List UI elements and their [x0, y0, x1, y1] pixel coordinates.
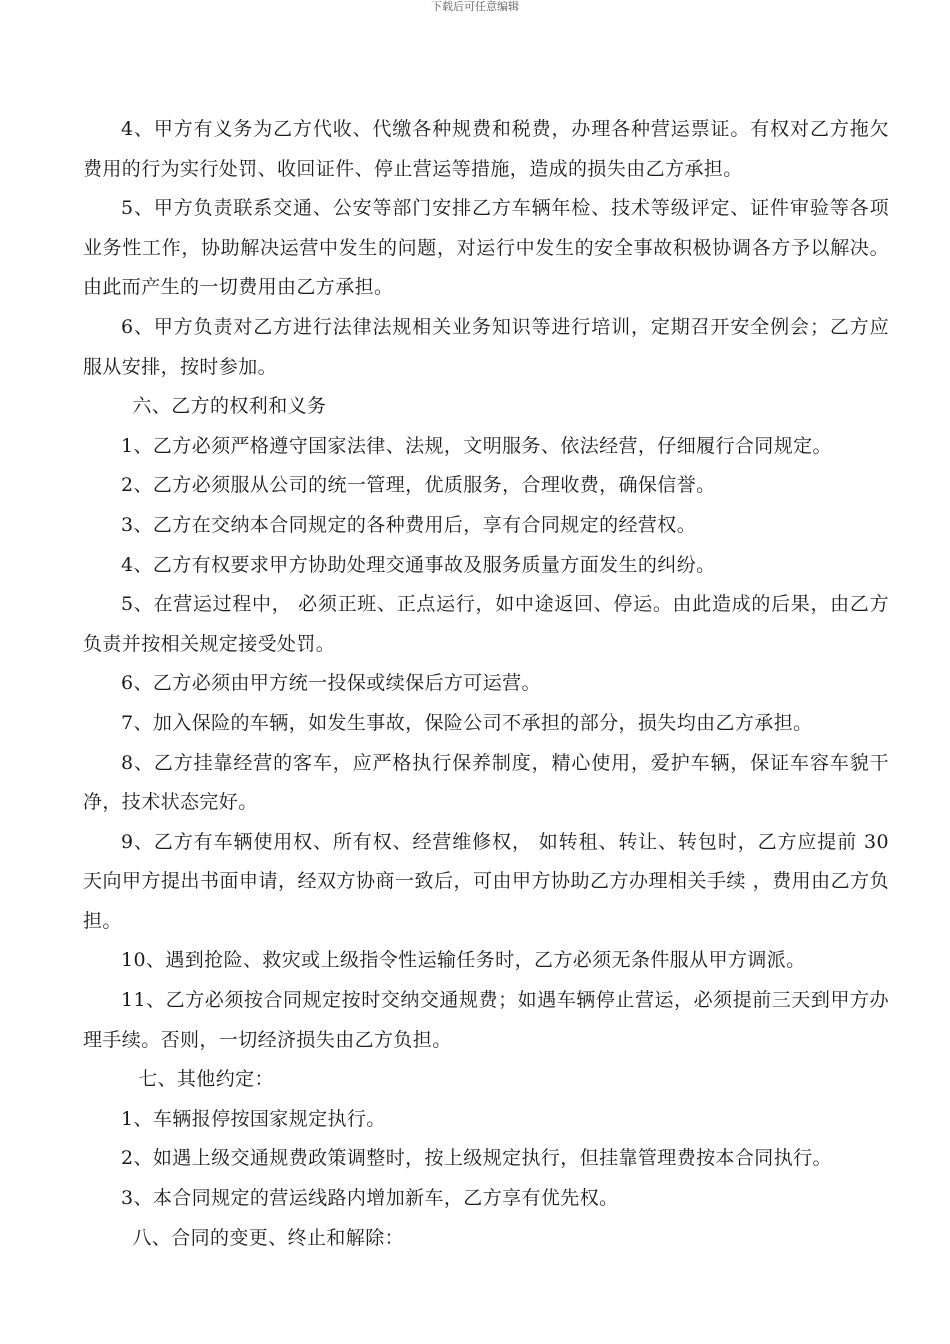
- document-body: [83, 110, 889, 1258]
- section-heading-8: 八、合同的变更、终止和解除：: [132, 1226, 404, 1249]
- clause-b5: 5、在营运过程中， 必须正班、正点运行，如中途返回、停运。由此造成的后果，由乙方负责并按相关规定接受处罚。: [83, 593, 889, 655]
- clause-c2: 2、如遇上级交通规费政策调整时，按上级规定执行，但挂靠管理费按本合同执行。: [121, 1147, 832, 1170]
- page-header-note: 下载后可任意编辑: [431, 0, 519, 13]
- clause-b7: 7、加入保险的车辆，如发生事故，保险公司不承担的部分，损失均由乙方承担。: [121, 711, 813, 734]
- clause-b10: 10、遇到抢险、救灾或上级指令性运输任务时，乙方必须无条件服从甲方调派。: [121, 949, 806, 972]
- clause-a6: 6、甲方负责对乙方进行法律法规相关业务知识等进行培训，定期召开安全例会；乙方应服从安排，按时参加。: [83, 315, 889, 378]
- clause-c1: 1、车辆报停按国家规定执行。: [121, 1107, 386, 1130]
- clause-c3: 3、本合同规定的营运线路内增加新车，乙方享有优先权。: [121, 1187, 619, 1210]
- section-heading-7: 七、其他约定：: [138, 1068, 274, 1091]
- clause-b1: 1、乙方必须严格遵守国家法律、法规，文明服务、依法经营，仔细履行合同规定。: [121, 434, 832, 457]
- clause-b8: 8、乙方挂靠经营的客车，应严格执行保养制度，精心使用，爱护车辆，保证车容车貌干净，技术状态完好。: [83, 751, 889, 814]
- clause-b11: 11、乙方必须按合同规定按时交纳交通规费；如遇车辆停止营运，必须提前三天到甲方办理手续。否则，一切经济损失由乙方负担。: [83, 989, 889, 1051]
- clause-b9: 9、乙方有车辆使用权、所有权、经营维修权， 如转租、转让、转包时，乙方应提前 30 天向甲方提出书面申请，经双方协商一致后，可由甲方协助乙方办理相关手续 ，费用由乙方负担。: [83, 830, 889, 932]
- clause-b6: 6、乙方必须由甲方统一投保或续保后方可运营。: [121, 672, 541, 695]
- clause-b4: 4、乙方有权要求甲方协助处理交通事故及服务质量方面发生的纠纷。: [121, 553, 716, 576]
- clause-b3: 3、乙方在交纳本合同规定的各种费用后，享有合同规定的经营权。: [121, 513, 697, 536]
- section-heading-6: 六、乙方的权利和义务: [132, 395, 327, 418]
- clause-a4: 4、甲方有义务为乙方代收、代缴各种规费和税费，办理各种营运票证。有权对乙方拖欠费用的行为实行处罚、收回证件、停止营运等措施，造成的损失由乙方承担。: [83, 118, 889, 180]
- clause-a5: 5、甲方负责联系交通、公安等部门安排乙方车辆年检、技术等级评定、证件审验等各项业务性工作，协助解决运营中发生的问题，对运行中发生的安全事故积极协调各方予以解决。由此而产生的一切费用由乙方承担。: [83, 197, 889, 299]
- clause-b2: 2、乙方必须服从公司的统一管理，优质服务，合理收费，确保信誉。: [121, 474, 716, 497]
